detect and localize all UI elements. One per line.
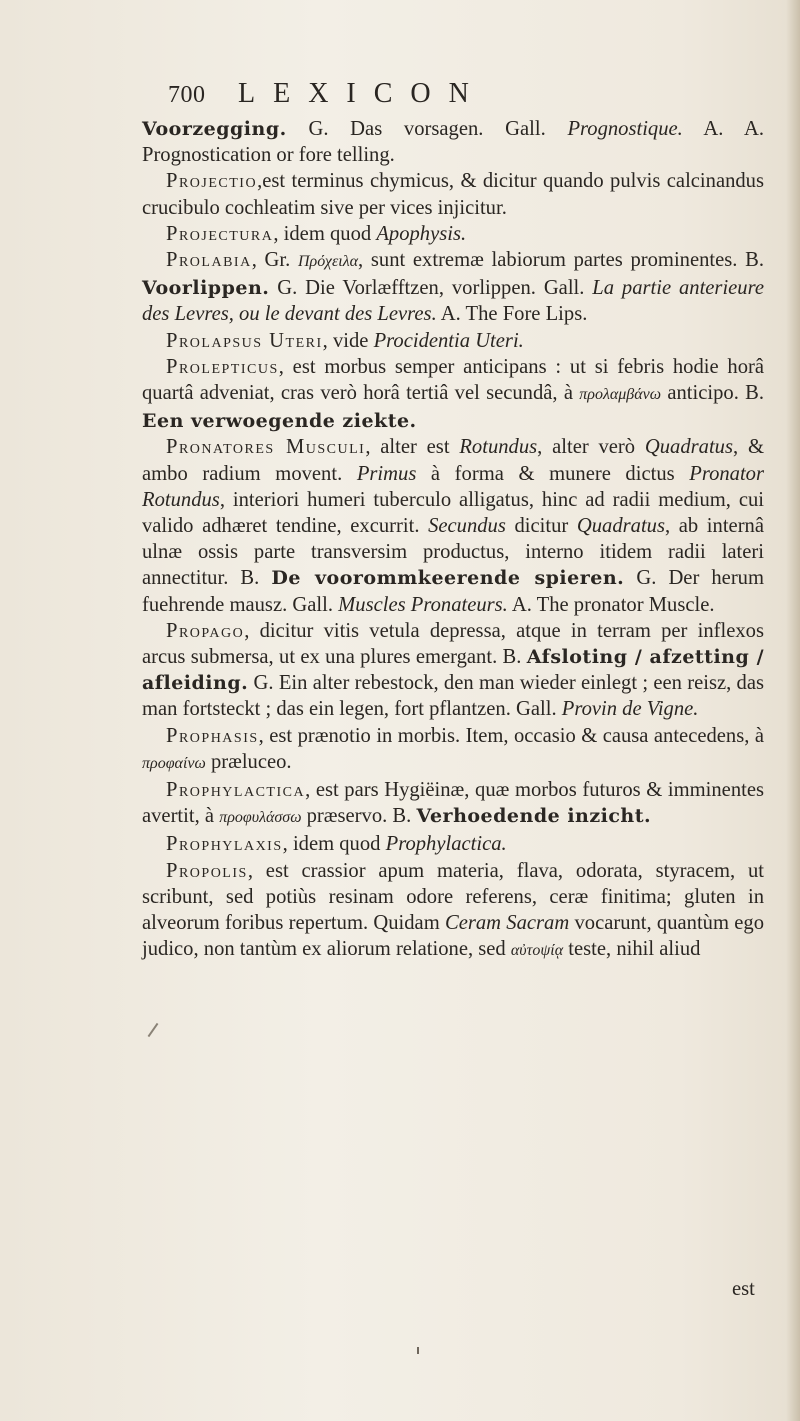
- headword: Propago: [166, 619, 245, 642]
- page-number: 700: [168, 82, 206, 108]
- entry-text: ,est terminus chymicus, & dicitur quando pulvis calcinandus crucibulo cochleatim sive per vices injicitur.: [142, 170, 764, 219]
- entry-text: vocarunt, quantùm ego judico, non tantùm ex aliorum relatione, sed: [142, 912, 764, 961]
- greek-term: προφυλάσσω: [219, 809, 302, 827]
- headword: Projectio: [166, 170, 258, 193]
- headword: Propolis: [166, 859, 248, 882]
- entry-text: , idem quod: [282, 833, 386, 856]
- french-term: Prognostique.: [567, 118, 683, 140]
- entry-text: A. A. Prognostication or fore telling.: [142, 118, 764, 167]
- entry-text: , vide: [322, 329, 374, 352]
- ink-speck: [417, 1347, 419, 1354]
- entry-text: , interiori humeri tuberculo alligatus, hinc ad radii medium, cui valido adhæret tendine, excurrit.: [142, 488, 764, 538]
- entry-propolis: [142, 858, 764, 965]
- catchword: est: [732, 1278, 755, 1300]
- entry-propago: [142, 618, 764, 723]
- entry-text: , & ambo radium movent.: [142, 436, 764, 485]
- entry-voorzegging: [142, 116, 764, 168]
- entry-text: , est pars Hygiëinæ, quæ morbos futuros & imminentes avertit, à: [142, 779, 764, 828]
- entry-text: , ab internâ ulnæ ossis parte transversim productus, interno itidem radii lateri annectitur. B.: [142, 515, 764, 590]
- cross-reference: Apophysis.: [376, 222, 467, 245]
- french-term: La partie anterieure des Levres, ou le devant des Levres.: [142, 277, 764, 326]
- entry-text: , est crassior apum materia, flava, odorata, styracem, ut scribunt, sed potiùs resinam odore referens, ceræ finitima; gluten in alveorum foribus repertum. Quidam: [142, 859, 764, 935]
- entry-text: præluceo.: [205, 750, 292, 773]
- greek-term: αὐτοψίᾳ: [510, 942, 564, 960]
- entry-text: , alter verò: [537, 436, 645, 459]
- entry-text: , Gr.: [251, 249, 298, 272]
- entry-pronatores-musculi: [142, 434, 764, 617]
- running-title: LEXICON: [238, 78, 487, 109]
- entry-text: à forma & munere dictus: [416, 462, 690, 485]
- latin-term: Secundus: [428, 515, 506, 538]
- dictionary-text: [142, 116, 764, 965]
- french-term: Muscles Pronateurs.: [338, 593, 508, 616]
- dutch-term: De voorommkeerende spieren.: [271, 567, 625, 590]
- entry-projectura: [142, 221, 764, 247]
- entry-text: G. Ein alter rebestock, den man wieder einlegt ; een reisz, das man fortsteckt ; das ein legen, fort pflantzen. Gall.: [142, 672, 764, 721]
- cross-reference: Prophylactica.: [385, 833, 507, 856]
- dutch-term: Afsloting / afzetting / afleiding.: [142, 646, 765, 695]
- dutch-term: Voorzegging.: [142, 118, 287, 140]
- page-edge-shadow: [786, 0, 800, 1421]
- entry-text: , dicitur vitis vetula depressa, atque in terram per inflexos arcus submersa, ut ex una plures emergant. B.: [142, 619, 764, 669]
- headword: Prophasis: [166, 724, 259, 747]
- entry-prophylaxis: [142, 831, 764, 857]
- entry-text: teste, nihil aliud: [563, 938, 701, 961]
- dutch-term: Verhoedende inzicht.: [416, 805, 652, 828]
- entry-text: A. The Fore Lips.: [436, 303, 588, 326]
- entry-projectio: [142, 168, 764, 220]
- headword: Prolapsus Uteri: [166, 329, 323, 352]
- entry-text: anticipo. B.: [661, 382, 764, 405]
- latin-term: Rotundus: [459, 436, 538, 459]
- latin-term: Primus: [356, 462, 417, 485]
- headword: Pronatores Musculi: [166, 436, 366, 459]
- cross-reference: Procidentia Uteri.: [373, 329, 524, 352]
- greek-term: Πρόχειλα: [298, 253, 359, 271]
- headword: Prophylactica: [166, 779, 306, 802]
- entry-text: præservo. B.: [301, 805, 417, 828]
- entry-prolapsus-uteri: [142, 328, 764, 354]
- headword: Projectura: [166, 222, 274, 245]
- dutch-term: Een verwoegende ziekte.: [142, 410, 417, 433]
- latin-term: Quadratus: [576, 515, 665, 538]
- entry-text: , sunt extremæ labiorum partes prominentes. B.: [358, 249, 765, 272]
- greek-term: προλαμβάνω: [579, 386, 662, 404]
- latin-term: Quadratus: [644, 436, 733, 459]
- running-header: [142, 78, 762, 114]
- entry-text: dicitur: [505, 515, 577, 538]
- headword: Prolepticus: [166, 355, 279, 378]
- entry-text: G. Die Vorlæfftzen, vorlippen. Gall.: [269, 277, 593, 300]
- entry-text: , idem quod: [273, 222, 377, 245]
- greek-term: προφαίνω: [142, 754, 206, 772]
- entry-text: G. Das vorsagen. Gall.: [286, 118, 568, 140]
- dutch-term: Voorlippen.: [142, 277, 270, 300]
- latin-term: Pronator Rotundus: [142, 462, 764, 511]
- entry-prophasis: [142, 723, 764, 777]
- headword: Prolabia: [166, 249, 252, 272]
- latin-term: Ceram Sacram: [444, 912, 570, 935]
- entry-text: , est morbus semper anticipans : ut si febris hodie horâ quartâ adveniat, cras verò horâ tertiâ vel secundâ, à: [142, 355, 764, 405]
- entry-prophylactica: [142, 777, 764, 831]
- entry-prolepticus: [142, 354, 764, 435]
- entry-text: , alter est: [365, 436, 460, 459]
- margin-mark: [148, 1023, 159, 1037]
- entry-text: A. The pronator Muscle.: [507, 593, 715, 616]
- headword: Prophylaxis: [166, 833, 283, 856]
- entry-prolabia: [142, 247, 764, 328]
- entry-text: G. Der herum fuehrende mausz. Gall.: [142, 567, 764, 616]
- entry-text: , est prænotio in morbis. Item, occasio & causa antecedens, à: [258, 724, 764, 747]
- french-term: Provin de Vigne.: [561, 698, 699, 721]
